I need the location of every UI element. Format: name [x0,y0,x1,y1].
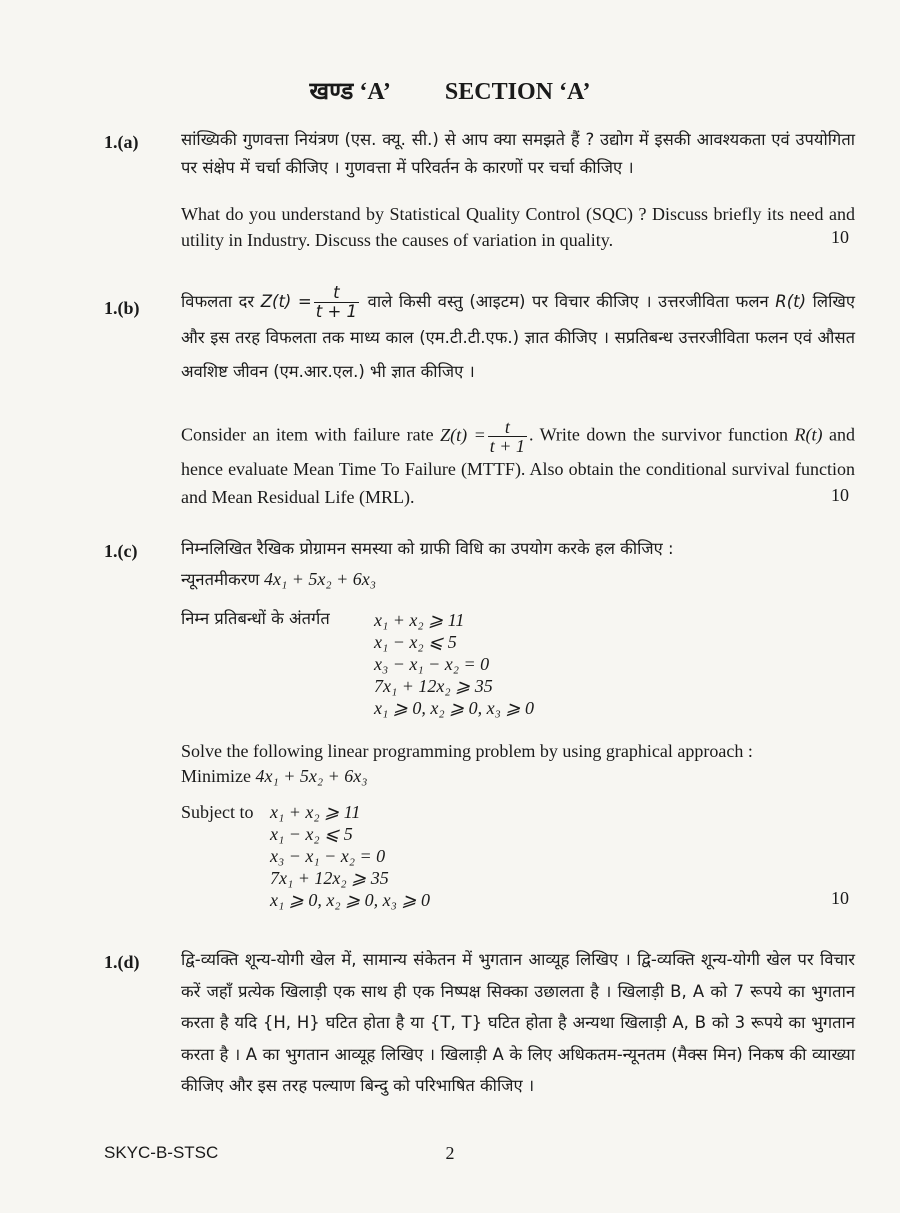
constraint-item: x₃ − x₁ − x₂ = 0 [270,846,386,866]
question-1c-english-intro: Solve the following linear programming problem by using graphical approach : [181,741,753,761]
constraint-list-english [270,801,430,911]
paper-code: SKYC-B-STSC [104,1143,219,1162]
question-1c-hindi-objective [181,566,855,594]
question-1a-marks: 10 [831,227,849,247]
formula-fraction [314,284,359,321]
question-1a-hindi: सांख्यिकी गुणवत्ता नियंत्रण (एस. क्यू. सी.) से आप क्या समझते हैं ? उद्योग में इसकी आवश्यकता एवं उपयोगिता पर संक्षेप में चर्चा कीजिए । गुणवत्ता में परिवर्तन के कारणों पर चर्चा कीजिए । [181,130,855,177]
survivor-function-symbol: R(t) [775,292,807,311]
survivor-function-symbol-en: R(t) [794,424,823,445]
formula-lhs-en: Z(t) = [440,424,486,445]
question-1d-hindi: द्वि-व्यक्ति शून्य-योगी खेल में, सामान्य संकेतन में भुगतान आव्यूह लिखिए । द्वि-व्यक्ति शून्य-योगी खेल पर विचार करें जहाँ प्रत्येक खिलाड़ी एक साथ ही एक निष्पक्ष सिक्का उछालता है । खिलाड़ी B, A को 7 रूपये का भुगतान करता है यदि {H, H} घटित होता है या {T, T} घटित होता है अन्यथा खिलाड़ी A, B को 3 रूपये का भुगतान करता है । A का भुगतान आव्यूह लिखिए । खिलाड़ी A के लिए अधिकतम-न्यूनतम (मैक्स मिन) निकष की व्याख्या कीजिए और इस तरह पल्याण बिन्दु को परिभाषित कीजिए । [181,950,855,1095]
constraint-item: x₁ + x₂ ⩾ 11 [270,802,361,822]
page-number: 2 [445,1143,455,1163]
hindi-minimize-label: न्यूनतमीकरण [181,570,260,589]
constraint-item: x₁ ⩾ 0, x₂ ⩾ 0, x₃ ⩾ 0 [270,890,430,910]
question-1b-hindi [181,284,855,389]
question-number-1b: 1.(b) [104,298,140,318]
question-number-1d: 1.(d) [104,952,140,972]
question-1c-english-objective [181,763,855,789]
constraint-item: x₃ − x₁ − x₂ = 0 [374,654,490,674]
question-1c-marks: 10 [831,888,849,908]
objective-function-en: 4x₁ + 5x₂ + 6x₃ [255,766,368,786]
section-title-english: SECTION ‘A’ [444,79,591,105]
question-1c-english-subject: Subject to [181,802,254,822]
question-number-1c: 1.(c) [104,541,138,561]
q1b-hindi-rest: लिखिए और इस तरह विफलता तक माध्य काल (एम.टी.टी.एफ.) ज्ञात कीजिए । सप्रतिबन्ध उत्तरजीविता फलन एवं औसत अवशिष्ट जीवन (एम.आर.एल.) भी ज्ञात कीजिए । [181,292,855,381]
constraint-item: x₁ ⩾ 0, x₂ ⩾ 0, x₃ ⩾ 0 [374,698,534,718]
fraction-numerator: t [314,284,359,303]
question-1a-english: What do you understand by Statistical Quality Control (SQC) ? Discuss briefly its need and utility in Industry. Discuss the causes of variation in quality. [181,204,855,250]
failure-rate-formula-en [440,417,529,456]
question-1b-english [181,418,855,511]
question-1c-hindi-intro: निम्नलिखित रैखिक प्रोग्रामन समस्या को ग्राफी विधि का उपयोग करके हल कीजिए : [181,539,674,558]
question-number-1a: 1.(a) [104,132,139,152]
q1b-english-pre: Consider an item with failure rate [181,424,434,445]
constraint-item: x₁ − x₂ ⩽ 5 [270,824,353,844]
question-1c-hindi-subject: निम्न प्रतिबन्धों के अंतर्गत [181,609,330,628]
fraction-denominator-en: t + 1 [489,436,525,456]
formula-lhs: Z(t) = [260,292,312,311]
english-minimize-label: Minimize [181,766,251,786]
fraction-denominator: t + 1 [315,302,358,321]
q1b-english-post: . Write down the survivor function [528,424,788,445]
fraction-numerator-en: t [488,418,527,437]
section-header [0,74,900,107]
constraint-item: x₁ − x₂ ⩽ 5 [374,632,457,652]
formula-fraction-en [488,418,527,455]
constraint-item: x₁ + x₂ ⩾ 11 [374,610,465,630]
q1b-english-rest: and hence evaluate Mean Time To Failure (MTTF). Also obtain the conditional survival function and Mean Residual Life (MRL). [181,424,856,507]
section-title-hindi: खण्ड ‘A’ [309,79,391,105]
constraint-item: 7x₁ + 12x₂ ⩾ 35 [374,676,493,696]
question-1b-marks: 10 [831,485,849,505]
q1b-hindi-post: वाले किसी वस्तु (आइटम) पर विचार कीजिए । उत्तरजीविता फलन [367,292,769,311]
constraint-list-hindi [374,609,534,719]
q1b-hindi-pre: विफलता दर [181,292,255,311]
failure-rate-formula [260,283,361,321]
objective-function-hi: 4x₁ + 5x₂ + 6x₃ [264,569,377,589]
constraint-item: 7x₁ + 12x₂ ⩾ 35 [270,868,389,888]
